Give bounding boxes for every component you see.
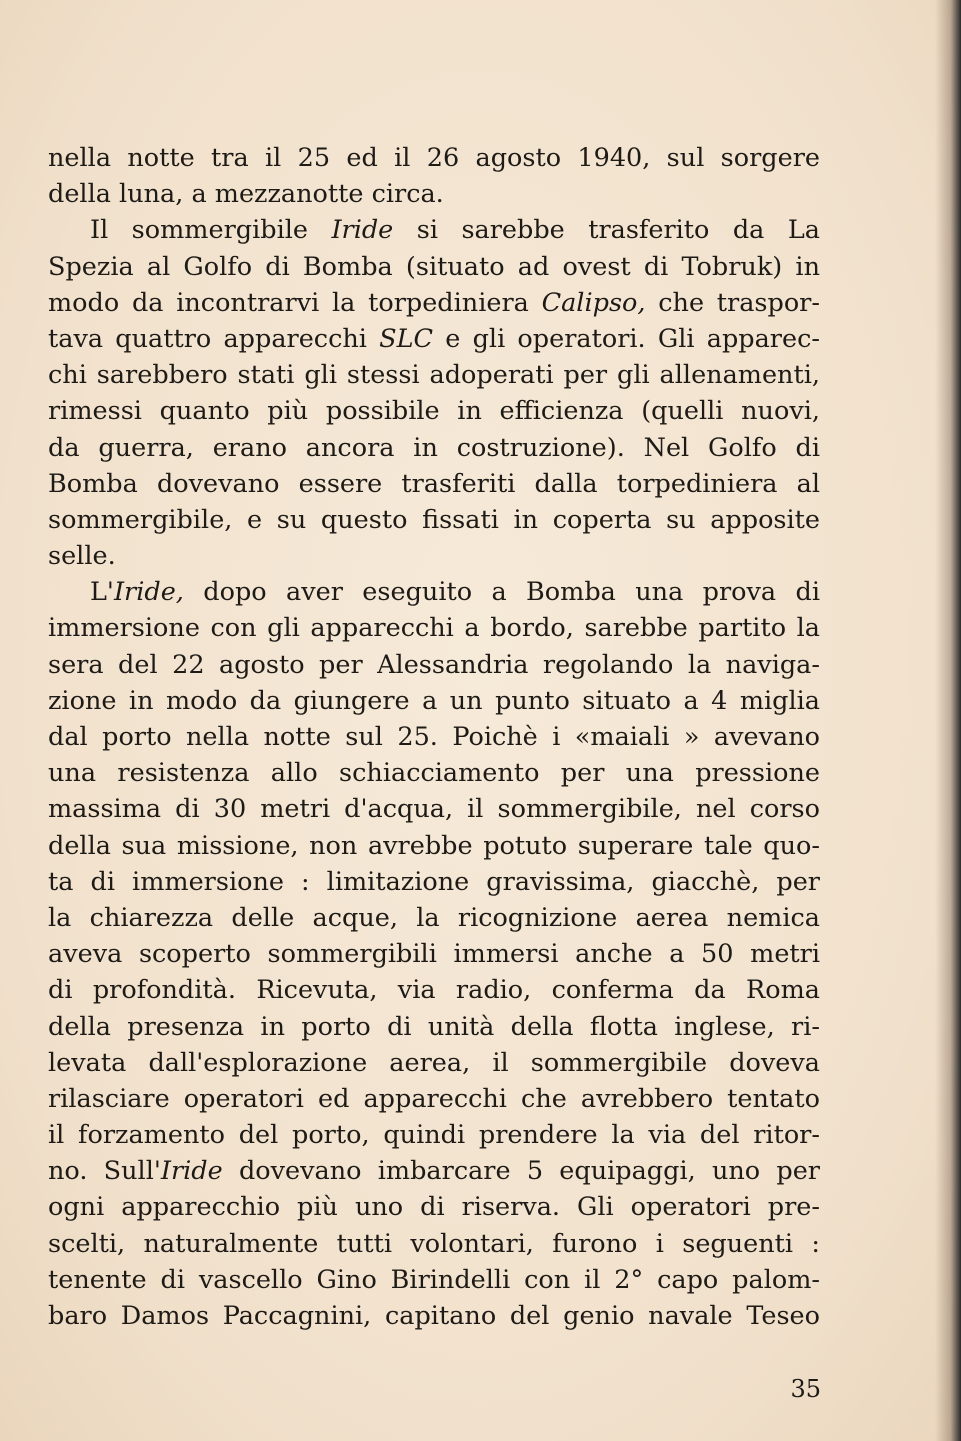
italic-segment: Iride, (113, 577, 184, 608)
text-segment: aveva scoperto sommergibili immersi anche a 50 metri (48, 939, 820, 970)
text-segment: la chiarezza delle acque, la ricognizione aerea nemica (48, 902, 820, 933)
text-line (48, 647, 820, 683)
text-segment: chi sarebbero stati gli stessi adoperati per gli allenamenti, (48, 360, 820, 391)
text-line (48, 755, 820, 791)
text-segment: sommergibile, e su questo fissati in coperta su apposite (48, 504, 820, 535)
italic-segment: Iride (331, 215, 394, 246)
text-segment: Bomba dovevano essere trasferiti dalla torpediniera al (48, 468, 820, 499)
text-line (48, 683, 820, 719)
text-segment: massima di 30 metri d'acqua, il sommergibile, nel corso (48, 794, 820, 825)
text-line (48, 321, 820, 357)
text-segment: dopo aver eseguito a Bomba una prova di (183, 577, 820, 608)
text-line (48, 393, 820, 429)
text-line (48, 466, 820, 502)
text-segment: Il sommergibile (90, 215, 332, 246)
text-segment: si sarebbe trasferito da La (393, 215, 820, 246)
text-line (48, 864, 820, 900)
text-segment: il forzamento del porto, quindi prendere la via del ritor- (48, 1120, 820, 1151)
text-segment: dovevano imbarcare 5 equipaggi, uno per (222, 1156, 820, 1187)
text-line (48, 1298, 820, 1334)
text-line (48, 828, 820, 864)
text-segment: rilasciare operatori ed apparecchi che avrebbero tentato (48, 1083, 820, 1114)
text-line (48, 1009, 820, 1045)
text-line (48, 140, 820, 176)
text-segment: tava quattro apparecchi (48, 323, 380, 354)
text-line (48, 249, 820, 285)
text-line (48, 936, 820, 972)
text-segment: dal porto nella notte sul 25. Poichè i «maiali » avevano (48, 722, 820, 752)
italic-segment: Iride (160, 1156, 223, 1187)
text-segment: no. Sull' (48, 1156, 161, 1187)
page-edge-shadow (935, 0, 961, 1441)
text-segment: selle. (48, 541, 116, 572)
text-segment: levata dall'esplorazione aerea, il sommergibile doveva (48, 1047, 820, 1078)
text-segment: nella notte tra il 25 ed il 26 agosto 1940, sul sorgere (48, 143, 820, 173)
text-segment: da guerra, erano ancora in costruzione). Nel Golfo di (48, 432, 820, 463)
text-line (48, 972, 820, 1008)
text-line (48, 502, 820, 538)
text-line (48, 791, 820, 827)
text-segment: tenente di vascello Gino Birindelli con il 2° capo palom- (48, 1264, 820, 1295)
text-line (48, 719, 820, 755)
text-segment: ta di immersione : limitazione gravissima, giacchè, per (48, 866, 820, 897)
text-line (48, 900, 820, 936)
text-segment: della luna, a mezzanotte circa. (48, 179, 444, 210)
text-segment: e gli operatori. Gli apparec- (433, 323, 820, 354)
text-segment: della sua missione, non avrebbe potuto superare tale quo- (48, 830, 820, 861)
text-segment: di profondità. Ricevuta, via radio, conferma da Roma (48, 975, 820, 1006)
text-segment: immersione con gli apparecchi a bordo, sarebbe partito la (48, 613, 820, 644)
text-line (48, 610, 820, 646)
italic-segment: Calipso, (541, 287, 646, 318)
text-segment: L' (90, 577, 114, 608)
text-line (48, 357, 820, 393)
text-segment: della presenza in porto di unità della flotta inglese, ri- (48, 1011, 820, 1042)
text-line (48, 1226, 820, 1262)
text-segment: scelti, naturalmente tutti volontari, furono i seguenti : (48, 1228, 820, 1259)
text-segment: Spezia al Golfo di Bomba (situato ad ovest di Tobruk) in (48, 251, 820, 282)
text-line (48, 574, 820, 610)
text-line (48, 1045, 820, 1081)
text-line (48, 1189, 820, 1225)
text-line (48, 212, 820, 248)
text-segment: modo da incontrarvi la torpediniera (48, 287, 542, 318)
text-segment: baro Damos Paccagnini, capitano del genio navale Teseo (48, 1301, 820, 1331)
text-line (48, 538, 820, 574)
text-line (48, 430, 820, 466)
text-line (48, 1153, 820, 1189)
text-line (48, 1262, 820, 1298)
text-segment: che traspor- (645, 287, 820, 318)
italic-segment: SLC (379, 323, 434, 354)
text-line (48, 176, 820, 212)
text-segment: ogni apparecchio più uno di riserva. Gli operatori pre- (48, 1192, 820, 1223)
page-number: 35 (790, 1375, 821, 1403)
body-text (48, 140, 820, 1334)
text-line (48, 285, 820, 321)
text-segment: una resistenza allo schiacciamento per una pressione (48, 758, 820, 789)
text-segment: rimessi quanto più possibile in efficienza (quelli nuovi, (48, 396, 820, 427)
text-line (48, 1081, 820, 1117)
text-segment: sera del 22 agosto per Alessandria regolando la naviga- (48, 649, 820, 680)
text-segment: zione in modo da giungere a un punto situato a 4 miglia (48, 685, 820, 716)
text-line (48, 1117, 820, 1153)
